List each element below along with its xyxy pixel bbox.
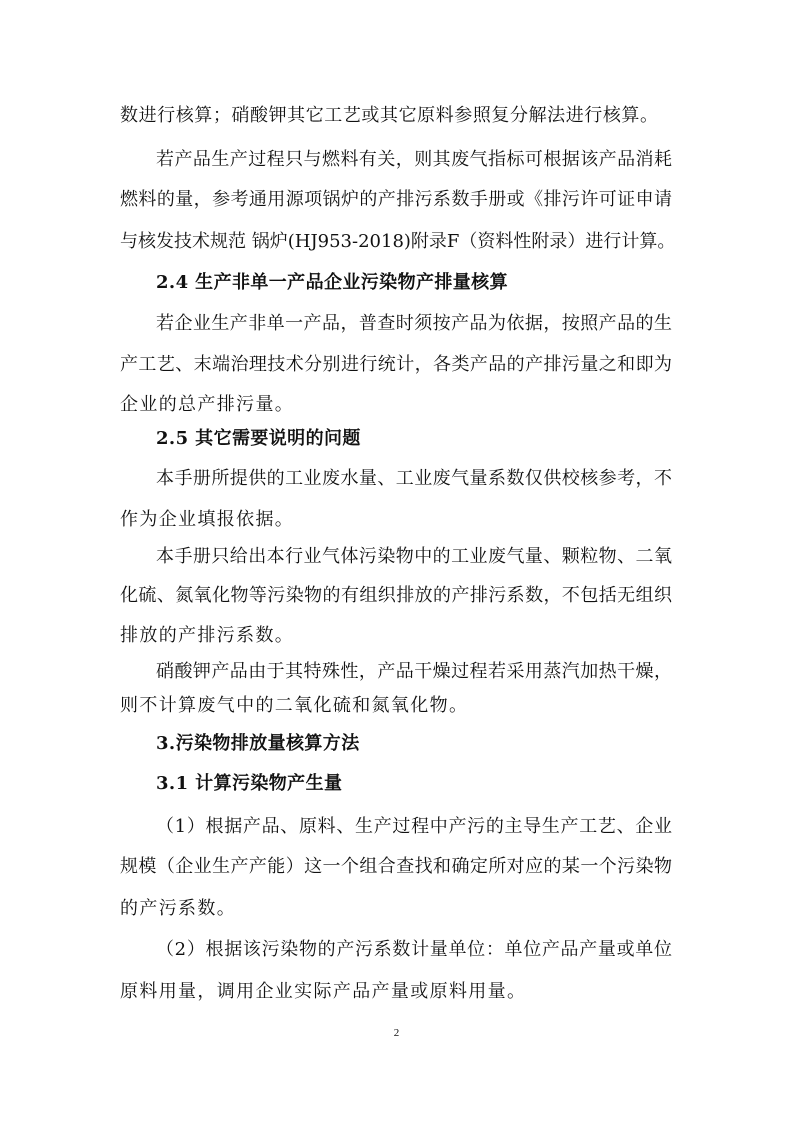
body-text-line: 规模（企业生产产能）这一个组合查找和确定所对应的某一个污染物 (120, 856, 672, 877)
section-heading: 2.4 生产非单一产品企业污染物产排量核算 (156, 272, 508, 293)
section-heading: 3.1 计算污染物产生量 (156, 773, 343, 794)
body-text-line: 本手册所提供的工业废水量、工业废气量系数仅供校核参考，不 (156, 468, 672, 489)
body-text-line: 与核发技术规范 锅炉(HJ953-2018)附录F（资料性附录）进行计算。 (120, 231, 676, 252)
section-heading: 3.污染物排放量核算方法 (156, 733, 360, 754)
section-heading: 2.5 其它需要说明的问题 (156, 428, 361, 449)
body-text-line: 本手册只给出本行业气体污染物中的工业废气量、颗粒物、二氧 (156, 546, 672, 567)
body-text-line: 硝酸钾产品由于其特殊性，产品干燥过程若采用蒸汽加热干燥， (156, 661, 672, 682)
body-text-line: 作为企业填报依据。 (120, 509, 295, 530)
body-text-line: （2）根据该污染物的产污系数计量单位：单位产品产量或单位 (156, 939, 672, 960)
body-text-line: 则不计算废气中的二氧化硫和氮氧化物。 (120, 695, 469, 716)
body-text-line: 的产污系数。 (120, 898, 237, 919)
body-text-line: 企业的总产排污量。 (120, 394, 295, 415)
body-text-line: 燃料的量，参考通用源项锅炉的产排污系数手册或《排污许可证申请 (120, 189, 672, 210)
body-text-line: 原料用量，调用企业实际产品产量或原料用量。 (120, 981, 527, 1002)
body-text-line: （1）根据产品、原料、生产过程中产污的主导生产工艺、企业 (156, 816, 672, 837)
body-text-line: 化硫、氮氧化物等污染物的有组织排放的产排污系数，不包括无组织 (120, 585, 672, 606)
body-text-line: 数进行核算；硝酸钾其它工艺或其它原料参照复分解法进行核算。 (120, 105, 658, 126)
body-text-line: 若产品生产过程只与燃料有关，则其废气指标可根据该产品消耗 (156, 149, 672, 170)
page-number: 2 (393, 1027, 400, 1039)
body-text-line: 若企业生产非单一产品，普查时须按产品为依据，按照产品的生 (156, 313, 672, 334)
body-text-line: 排放的产排污系数。 (120, 625, 295, 646)
body-text-line: 产工艺、末端治理技术分别进行统计，各类产品的产排污量之和即为 (120, 354, 672, 375)
